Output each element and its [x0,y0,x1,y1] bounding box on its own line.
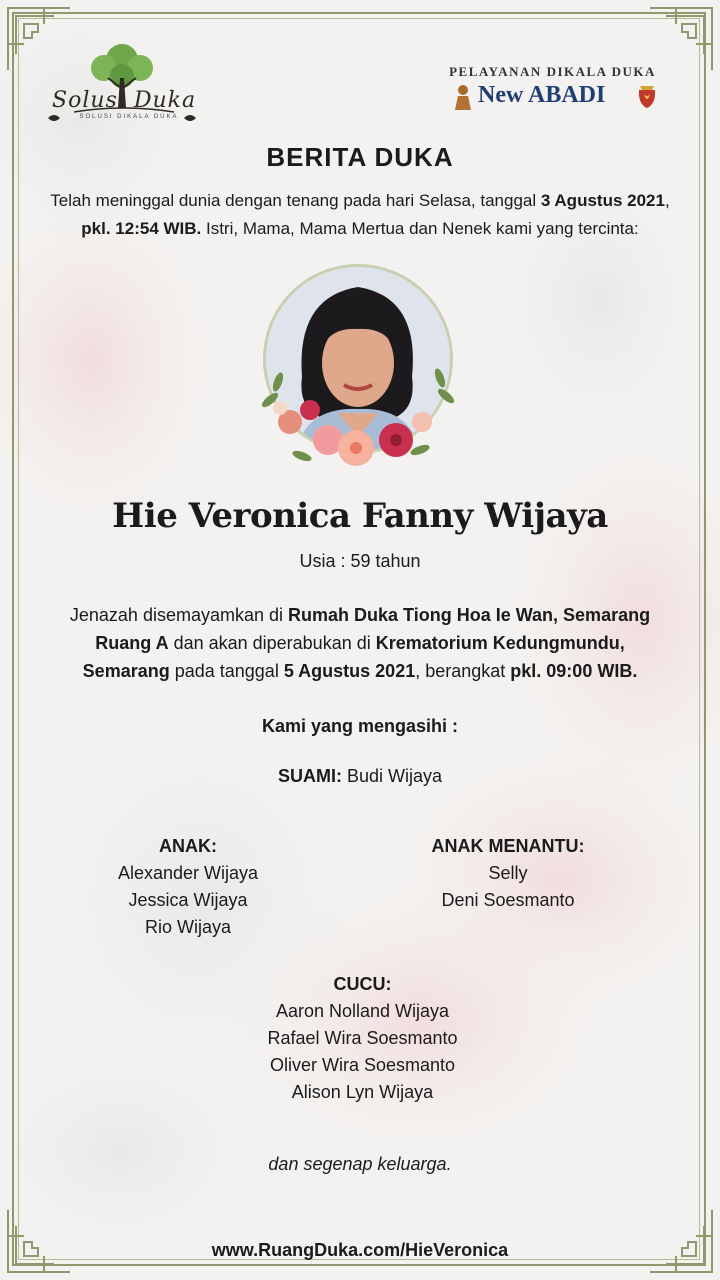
grandchild-name: Rafael Wira Soesmanto [267,1028,458,1048]
grandchild-name: Oliver Wira Soesmanto [269,1055,456,1075]
grandchild-name: Aaron Nolland Wijaya [275,1001,450,1021]
children-label: ANAK: [159,836,217,856]
funeral-text-2: dan akan diperabukan di [168,633,376,653]
intro-part3: Istri, Mama, Mama Mertua dan Nenek kami yang tercinta: [201,219,639,238]
death-date: 3 Agustus 2021 [540,191,665,210]
family-heading: Kami yang mengasihi : [261,716,459,736]
funeral-text-4: , berangkat [415,661,511,681]
inlaws-label: ANAK MENANTU: [431,836,585,856]
funeral-home: Rumah Duka Tiong Hoa Ie Wan, Semarang [288,605,651,625]
urn-icon [636,82,658,112]
children-column [88,833,288,941]
flower-wreath [250,360,470,480]
child-name: Alexander Wijaya [117,863,259,883]
grandchildren-column [210,971,515,1106]
page-title: BERITA DUKA [266,142,454,172]
deceased-name: Hie Veronica Fanny Wijaya [112,496,608,536]
departure-time: pkl. 09:00 WIB. [510,661,638,681]
logo-tagline: SOLUSI DIKALA DUKA [79,114,179,120]
funeral-text-1: Jenazah disemayamkan di [69,605,289,625]
new-abadi-logo [440,62,665,120]
logo-script-text: Solusi Duka [52,88,197,113]
crematorium: Krematorium Kedungmundu, [375,633,625,653]
inlaws-column [398,833,618,914]
inlaw-name: Selly [488,863,528,883]
funeral-details [0,601,720,685]
brand-name: New ABADI [478,82,606,108]
grandchild-name: Alison Lyn Wijaya [291,1082,434,1102]
brand-tagline: PELAYANAN DIKALA DUKA [449,64,656,79]
crematorium-city: Semarang [82,661,170,681]
inlaw-name: Deni Soesmanto [441,890,575,910]
deceased-age: Usia : 59 tahun [299,551,421,571]
funeral-text-3: pada tanggal [169,661,284,681]
intro-text [0,187,720,243]
child-name: Rio Wijaya [144,917,232,937]
solusi-duka-logo [34,38,209,128]
child-name: Jessica Wijaya [128,890,248,910]
website-link[interactable]: www.RuangDuka.com/HieVeronica [211,1240,509,1260]
grandchildren-label: CUCU: [333,974,392,994]
intro-part1: Telah meninggal dunia dengan tenang pada hari Selasa, tanggal [50,191,541,210]
monk-icon [452,84,474,112]
intro-part2: , [664,191,670,210]
spouse-line [0,763,720,790]
spouse-label: SUAMI: [277,766,342,786]
funeral-room: Ruang A [95,633,169,653]
death-time: pkl. 12:54 WIB. [81,219,202,238]
cremation-date: 5 Agustus 2021 [283,661,416,681]
closing-text: dan segenap keluarga. [268,1154,452,1174]
spouse-name: Budi Wijaya [346,766,443,786]
